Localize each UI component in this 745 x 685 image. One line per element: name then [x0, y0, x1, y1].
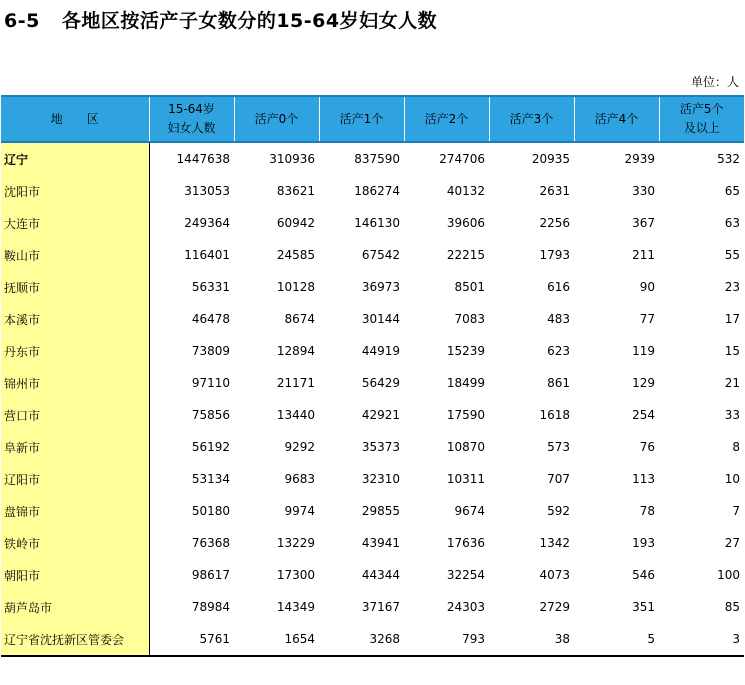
region-cell: 辽宁	[1, 142, 149, 175]
value-cell: 861	[547, 376, 570, 390]
value-cell: 17300	[276, 568, 315, 582]
value-cell: 60942	[276, 216, 315, 230]
value-cell: 43941	[361, 536, 400, 550]
value-cell: 10311	[446, 472, 485, 486]
value-cell: 65	[724, 184, 740, 198]
value-cell: 56429	[361, 376, 400, 390]
value-cell: 193	[632, 536, 655, 550]
value-cell: 36973	[361, 280, 400, 294]
value-cell: 78984	[191, 600, 230, 614]
region-cell: 辽阳市	[1, 463, 149, 495]
header-region: 地 区	[1, 96, 149, 142]
value-cell: 38	[489, 623, 574, 656]
value-cell: 9292	[284, 440, 315, 454]
value-cell: 53134	[191, 472, 230, 486]
value-cell: 592	[547, 504, 570, 518]
region-cell: 盘锦市	[1, 495, 149, 527]
table-row	[1, 335, 744, 367]
table-number: 6-5	[4, 10, 40, 32]
value-cell: 616	[547, 280, 570, 294]
value-cell: 17	[724, 312, 740, 326]
data-table	[1, 95, 744, 657]
value-cell: 623	[547, 344, 570, 358]
value-cell: 310936	[269, 152, 315, 166]
value-cell: 532	[717, 152, 740, 166]
value-cell: 73809	[191, 344, 230, 358]
value-cell: 32254	[446, 568, 485, 582]
page-title	[4, 6, 437, 33]
value-cell: 21171	[276, 376, 315, 390]
value-cell: 78	[639, 504, 655, 518]
value-cell: 2256	[539, 216, 570, 230]
table-row	[1, 623, 744, 656]
value-cell: 30144	[361, 312, 400, 326]
value-cell: 2939	[624, 152, 655, 166]
value-cell: 793	[404, 623, 489, 656]
value-cell: 1793	[539, 248, 570, 262]
header-births-2: 活产2个	[404, 96, 489, 142]
table-title: 各地区按活产子女数分的15-64岁妇女人数	[61, 10, 438, 32]
value-cell: 546	[632, 568, 655, 582]
region-cell: 辽宁省沈抚新区管委会	[1, 623, 149, 656]
value-cell: 24303	[446, 600, 485, 614]
table-row	[1, 207, 744, 239]
value-cell: 18499	[446, 376, 485, 390]
value-cell: 20935	[531, 152, 570, 166]
value-cell: 211	[632, 248, 655, 262]
value-cell: 13229	[276, 536, 315, 550]
value-cell: 67542	[361, 248, 400, 262]
region-cell: 丹东市	[1, 335, 149, 367]
value-cell: 119	[632, 344, 655, 358]
region-cell: 鞍山市	[1, 239, 149, 271]
value-cell: 12894	[276, 344, 315, 358]
value-cell: 22215	[446, 248, 485, 262]
value-cell: 249364	[184, 216, 230, 230]
header-births-5plus-line2: 及以上	[683, 121, 720, 135]
value-cell: 56331	[191, 280, 230, 294]
value-cell: 37167	[361, 600, 400, 614]
value-cell: 98617	[191, 568, 230, 582]
value-cell: 44344	[361, 568, 400, 582]
value-cell: 7083	[454, 312, 485, 326]
value-cell: 113	[632, 472, 655, 486]
table-row	[1, 495, 744, 527]
header-total-line2: 妇女人数	[167, 121, 216, 135]
value-cell: 9674	[454, 504, 485, 518]
value-cell: 5761	[149, 623, 234, 656]
value-cell: 83621	[276, 184, 315, 198]
header-births-4: 活产4个	[574, 96, 659, 142]
value-cell: 21	[724, 376, 740, 390]
value-cell: 46478	[191, 312, 230, 326]
value-cell: 3268	[319, 623, 404, 656]
value-cell: 56192	[191, 440, 230, 454]
table-row	[1, 463, 744, 495]
value-cell: 24585	[276, 248, 315, 262]
header-total-line1: 15-64岁	[168, 102, 215, 116]
table-row	[1, 431, 744, 463]
value-cell: 274706	[439, 152, 485, 166]
value-cell: 2729	[539, 600, 570, 614]
value-cell: 35373	[361, 440, 400, 454]
value-cell: 55	[724, 248, 740, 262]
value-cell: 90	[639, 280, 655, 294]
value-cell: 313053	[184, 184, 230, 198]
value-cell: 1342	[539, 536, 570, 550]
value-cell: 17590	[446, 408, 485, 422]
value-cell: 483	[547, 312, 570, 326]
value-cell: 129	[632, 376, 655, 390]
value-cell: 146130	[354, 216, 400, 230]
value-cell: 76368	[191, 536, 230, 550]
value-cell: 5	[574, 623, 659, 656]
table-row	[1, 559, 744, 591]
value-cell: 44919	[361, 344, 400, 358]
value-cell: 116401	[184, 248, 230, 262]
header-births-1: 活产1个	[319, 96, 404, 142]
header-row	[1, 96, 744, 142]
unit-label: 单位：人	[690, 75, 739, 89]
value-cell: 40132	[446, 184, 485, 198]
value-cell: 23	[724, 280, 740, 294]
value-cell: 8	[732, 440, 740, 454]
value-cell: 10	[724, 472, 740, 486]
region-cell: 营口市	[1, 399, 149, 431]
header-births-0: 活产0个	[234, 96, 319, 142]
value-cell: 367	[632, 216, 655, 230]
value-cell: 8674	[284, 312, 315, 326]
value-cell: 4073	[539, 568, 570, 582]
value-cell: 15239	[446, 344, 485, 358]
region-cell: 大连市	[1, 207, 149, 239]
value-cell: 10128	[276, 280, 315, 294]
region-cell: 葫芦岛市	[1, 591, 149, 623]
value-cell: 17636	[446, 536, 485, 550]
region-cell: 沈阳市	[1, 175, 149, 207]
table-row	[1, 303, 744, 335]
value-cell: 10870	[446, 440, 485, 454]
value-cell: 63	[724, 216, 740, 230]
value-cell: 254	[632, 408, 655, 422]
value-cell: 837590	[354, 152, 400, 166]
table-row	[1, 527, 744, 559]
region-cell: 铁岭市	[1, 527, 149, 559]
value-cell: 9683	[284, 472, 315, 486]
header-births-5plus-line1: 活产5个	[679, 102, 724, 116]
value-cell: 7	[732, 504, 740, 518]
value-cell: 75856	[191, 408, 230, 422]
table-row	[1, 367, 744, 399]
value-cell: 76	[639, 440, 655, 454]
header-births-5plus	[659, 96, 744, 142]
value-cell: 85	[724, 600, 740, 614]
region-cell: 阜新市	[1, 431, 149, 463]
value-cell: 50180	[191, 504, 230, 518]
table-row	[1, 239, 744, 271]
region-cell: 抚顺市	[1, 271, 149, 303]
value-cell: 29855	[361, 504, 400, 518]
value-cell: 1447638	[176, 152, 230, 166]
region-cell: 本溪市	[1, 303, 149, 335]
value-cell: 330	[632, 184, 655, 198]
value-cell: 351	[632, 600, 655, 614]
table-row	[1, 591, 744, 623]
value-cell: 1654	[234, 623, 319, 656]
value-cell: 186274	[354, 184, 400, 198]
value-cell: 42921	[361, 408, 400, 422]
table-row	[1, 271, 744, 303]
value-cell: 27	[724, 536, 740, 550]
table-row	[1, 399, 744, 431]
value-cell: 33	[724, 408, 740, 422]
value-cell: 2631	[539, 184, 570, 198]
value-cell: 1618	[539, 408, 570, 422]
value-cell: 573	[547, 440, 570, 454]
value-cell: 8501	[454, 280, 485, 294]
region-cell: 锦州市	[1, 367, 149, 399]
table-row	[1, 175, 744, 207]
value-cell: 32310	[361, 472, 400, 486]
table-row-total	[1, 142, 744, 175]
region-cell: 朝阳市	[1, 559, 149, 591]
value-cell: 77	[639, 312, 655, 326]
value-cell: 13440	[276, 408, 315, 422]
value-cell: 39606	[446, 216, 485, 230]
value-cell: 15	[724, 344, 740, 358]
header-births-3: 活产3个	[489, 96, 574, 142]
value-cell: 97110	[191, 376, 230, 390]
value-cell: 3	[659, 623, 744, 656]
value-cell: 707	[547, 472, 570, 486]
value-cell: 14349	[276, 600, 315, 614]
value-cell: 100	[717, 568, 740, 582]
value-cell: 9974	[284, 504, 315, 518]
header-total	[149, 96, 234, 142]
